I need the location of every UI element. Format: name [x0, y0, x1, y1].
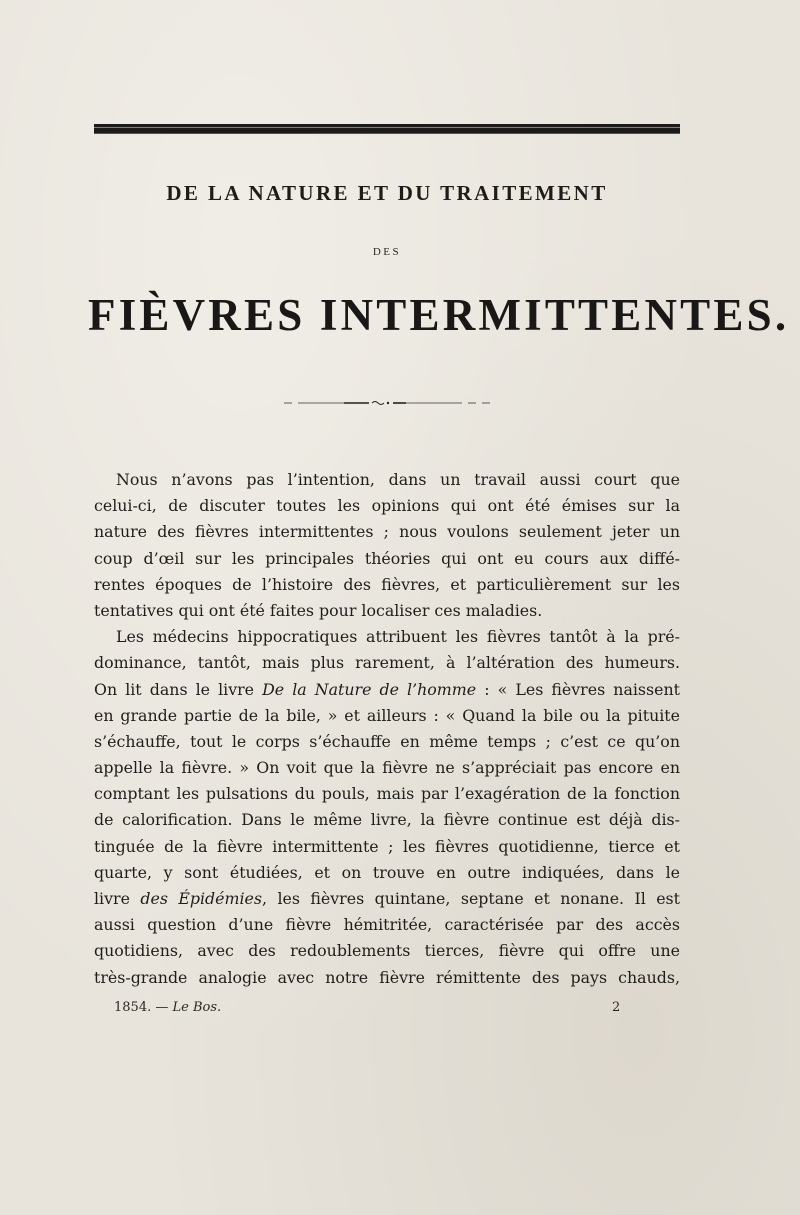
text-line: tinguée de la fièvre intermittente ; les fièvres quotidienne, tierce et [94, 836, 680, 856]
text-line: de calorification. Dans le même livre, la fièvre continue est déjà dis- [94, 810, 680, 830]
book-title-italic: De la Nature de l’homme [262, 679, 477, 699]
ornament-divider [284, 400, 494, 406]
text-line-mixed [94, 677, 680, 703]
title-line-2: DES [372, 246, 402, 258]
body-text [94, 467, 680, 991]
text-line: appelle la fièvre. » On voit que la fièvre ne s’appréciait pas encore en [94, 758, 680, 778]
text-line: quarte, y sont étudiées, et on trouve en outre indiquées, dans le [94, 862, 680, 882]
text-segment: : « Les fièvres naissent [476, 679, 680, 699]
text-segment: On lit dans le livre [94, 679, 263, 699]
text-line: comptant les pulsations du pouls, mais par l’exagération de la fonction [94, 784, 680, 804]
text-segment: , les fièvres quintane, septane et nonane. Il est [262, 889, 681, 908]
text-line: aussi question d’une fièvre hémitritée, caractérisée par des accès [94, 915, 680, 935]
text-line: tentatives qui ont été faites pour localiser ces maladies. [94, 600, 543, 620]
printer-signature [114, 1000, 221, 1015]
text-segment: livre [94, 889, 141, 908]
text-line: Les médecins hippocratiques attribuent les fièvres tantôt à la pré- [116, 627, 680, 647]
signature-name: Le Bos. [172, 1000, 222, 1015]
signature-year: 1854. — [114, 1000, 173, 1015]
text-line: quotidiens, avec des redoublements tierces, fièvre qui offre une [94, 941, 680, 961]
text-line: coup d’œil sur les principales théories qui ont eu cours aux diffé- [94, 548, 680, 568]
text-line: s’échauffe, tout le corps s’échauffe en même temps ; c’est ce qu’on [94, 731, 680, 751]
text-line: nature des fièvres intermittentes ; nous voulons seulement jeter un [94, 522, 680, 542]
book-title-italic: des Épidémies [140, 889, 262, 908]
page-number: 2 [612, 1000, 621, 1015]
text-line-mixed [94, 886, 680, 912]
text-line: celui-ci, de discuter toutes les opinions qui ont été émises sur la [94, 496, 680, 516]
title-main: FIÈVRES INTERMITTENTES. [88, 290, 790, 340]
title-line-1: DE LA NATURE ET DU TRAITEMENT [166, 181, 608, 205]
text-line: rentes époques de l’histoire des fièvres, et particulièrement sur les [94, 574, 680, 594]
text-line: très-grande analogie avec notre fièvre rémittente des pays chauds, [94, 967, 680, 987]
text-line: en grande partie de la bile, » et ailleurs : « Quand la bile ou la pituite [94, 705, 680, 725]
text-line: Nous n’avons pas l’intention, dans un travail aussi court que [116, 470, 680, 489]
text-line: dominance, tantôt, mais plus rarement, à l’altération des humeurs. [94, 653, 680, 673]
header-rule [94, 124, 680, 134]
